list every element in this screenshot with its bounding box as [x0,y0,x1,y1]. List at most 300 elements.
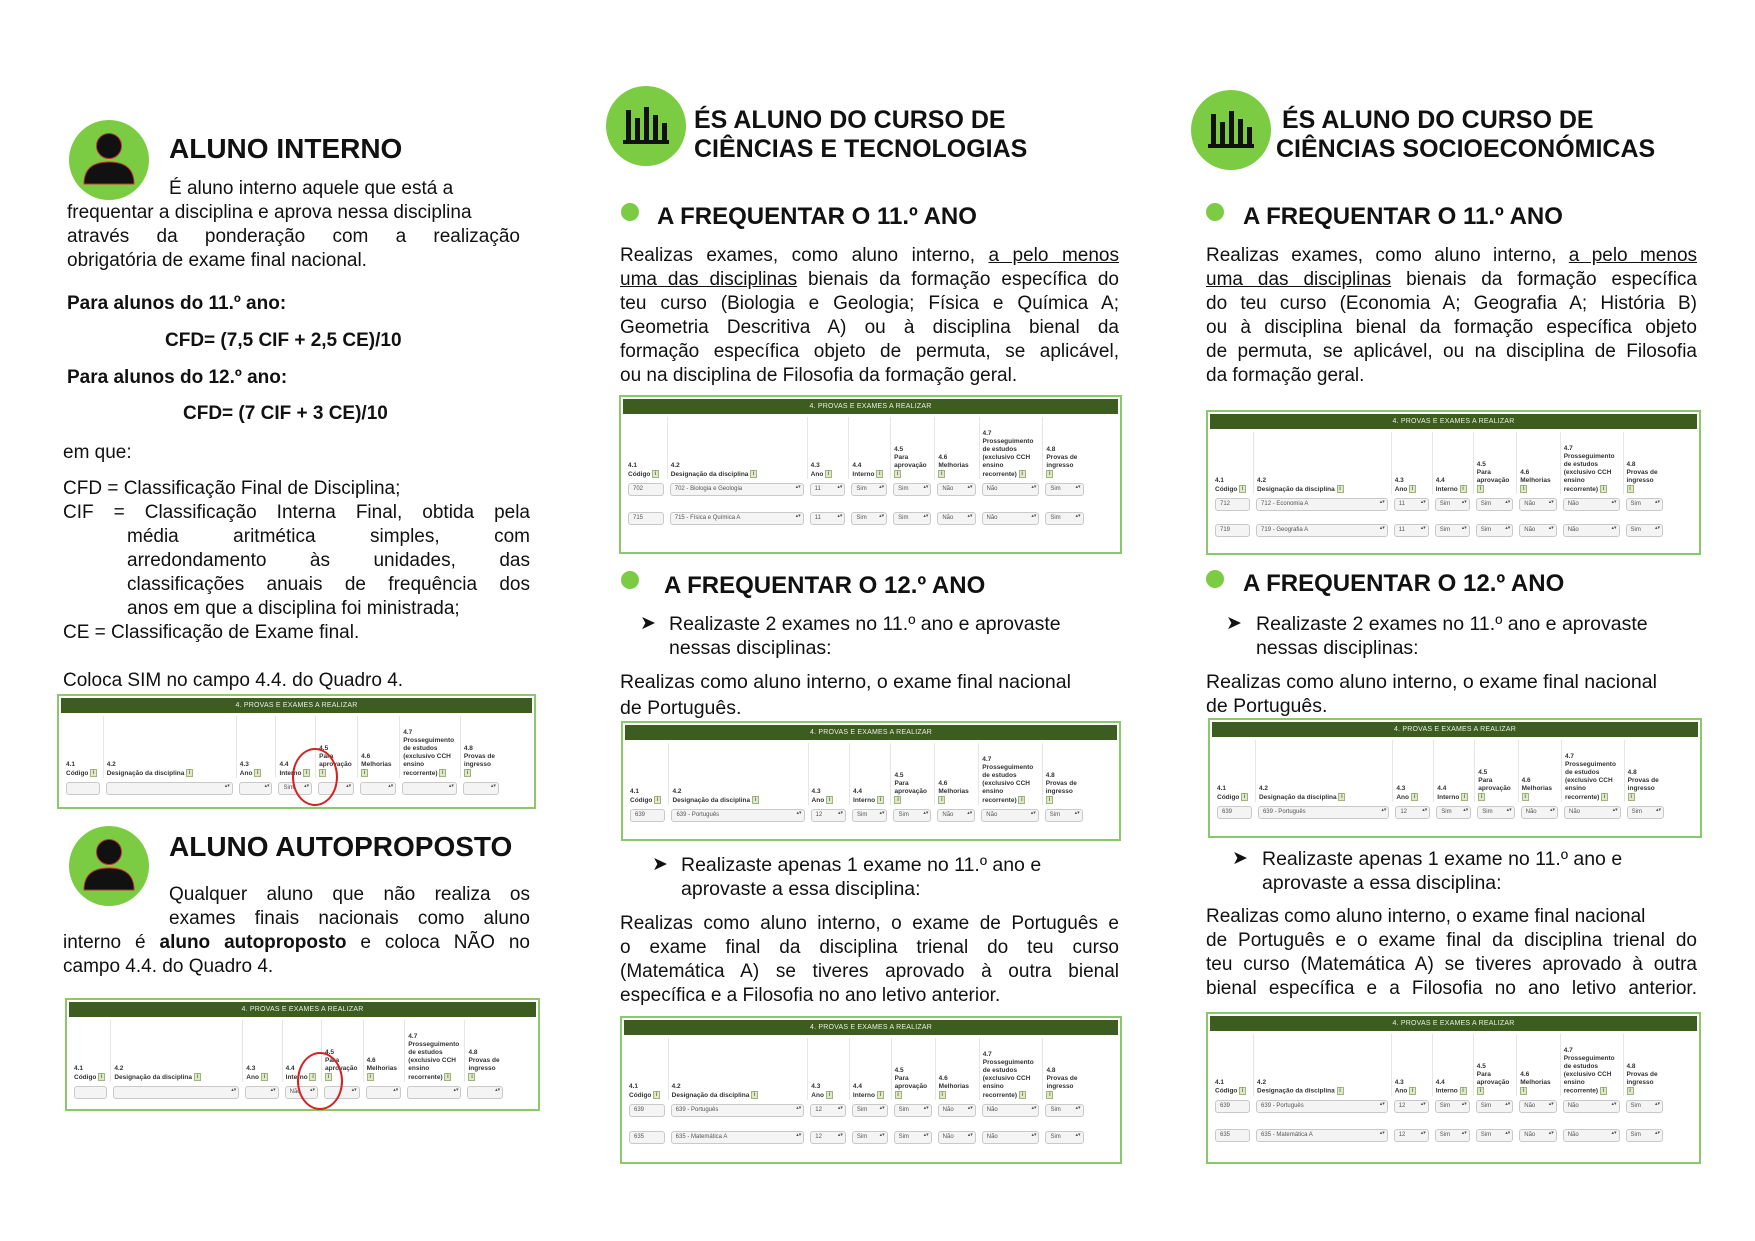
form-ct-12-b [620,1016,1122,1164]
interno-select[interactable]: Sim ▴▾ [851,512,887,525]
form-column-header [1474,740,1517,802]
info-icon[interactable]: i [654,796,661,804]
prosseguimento-select[interactable]: Não ▴▾ [1563,1100,1620,1113]
cse-p12b-line-4: bienal específica e a Filosofia no ano letivo anterior. [1206,978,1697,999]
info-icon[interactable]: i [361,769,368,777]
interno-select[interactable]: Não ▴▾ [285,1086,318,1099]
prosseguimento-select[interactable]: Não ▴▾ [982,1104,1040,1117]
codigo-input[interactable] [66,782,100,795]
ano-select[interactable]: 12 ▴▾ [1395,806,1430,819]
info-icon[interactable]: i [1046,796,1053,804]
aprovacao-select[interactable]: Sim ▴▾ [1477,806,1514,819]
interno-select[interactable]: Sim ▴▾ [1435,1100,1470,1113]
ingresso-select[interactable]: Sim ▴▾ [1626,1100,1663,1113]
form-header-text: 4.8 [1046,446,1056,454]
prosseguimento-select[interactable] [402,782,457,795]
form-column-header [71,1020,110,1082]
form-header-text: 4.6 [366,1057,376,1065]
form-header-text: 4.2 [114,1065,124,1073]
form-header-text: aprovação [324,1065,358,1073]
form-header-text: Designação da disciplina [1257,486,1335,493]
form-header-text: Interno [285,1074,308,1081]
ano-select[interactable]: 12 ▴▾ [1394,1100,1429,1113]
codigo-input[interactable]: 635 [1215,1129,1250,1142]
form-column-header [1253,1034,1391,1096]
form-header-text: Código [1217,794,1240,801]
form-header-text: de estudos [982,772,1017,780]
form-header-text: 4.2 [106,761,116,769]
form-header-text: 4.6 [938,454,948,462]
info-icon[interactable]: i [254,769,261,777]
form-table-row [1212,498,1695,512]
form-column-header [1391,1034,1432,1096]
info-icon[interactable]: i [876,470,883,478]
form-header-text: Melhorias [938,1083,969,1091]
ingresso-select[interactable]: Sim ▴▾ [1045,1104,1083,1117]
form-header-text: 4.2 [1258,785,1269,793]
codigo-input[interactable]: 635 [629,1131,665,1144]
ingresso-select[interactable]: Sim ▴▾ [1045,809,1083,822]
form-header-text: ensino [982,1083,1004,1091]
info-icon[interactable]: i [1460,485,1467,493]
form-header-row [1214,740,1696,802]
form-header-text: aprovação [1476,477,1510,485]
form-header-text: Ano [239,770,253,777]
info-icon[interactable]: i [1627,1087,1634,1095]
info-icon[interactable]: i [1628,793,1635,801]
info-icon[interactable]: i [825,470,832,478]
info-icon[interactable]: i [1018,796,1025,804]
info-icon[interactable]: i [1601,793,1608,801]
form-header-text: 4.3 [239,761,249,769]
form-column-header [1212,432,1253,494]
form-header-text: 4.5 [319,745,329,753]
interno-select[interactable]: Sim ▴▾ [1435,498,1470,511]
form-column-header [808,743,849,805]
form-header-text: Prosseguimento [1563,1055,1615,1063]
cse-sub-11: A FREQUENTAR O 11.º ANO [1243,203,1563,230]
form-header-text: (exclusivo CCH [403,753,451,761]
ct-p11-line-4: Geometria Descritiva A) ou à disciplina bienal da [620,317,1119,338]
prosseguimento-select[interactable] [407,1086,461,1099]
form-header-text: aprovação [894,1083,928,1091]
interno-select[interactable]: Sim ▴▾ [852,809,887,822]
cse-arrow2-line-2: aprovaste a essa disciplina: [1262,872,1502,894]
form-column-header [1391,432,1432,494]
form-column-header [1432,1034,1473,1096]
form-column-header [627,743,668,805]
form-header-text: Melhorias [1521,785,1552,793]
aprovacao-select[interactable]: Sim ▴▾ [893,512,931,525]
info-icon[interactable]: i [751,1091,758,1099]
melhorias-select[interactable]: Não ▴▾ [937,809,975,822]
form-header-text: Para [324,1057,340,1065]
info-icon[interactable]: i [186,769,193,777]
info-icon[interactable]: i [1046,470,1053,478]
form-header-text: 4.1 [74,1065,84,1073]
info-icon[interactable]: i [1520,1087,1527,1095]
ingresso-select[interactable]: Sim ▴▾ [1626,1129,1663,1142]
form-header-text: Código [1215,1088,1238,1095]
melhorias-select[interactable]: Não ▴▾ [1519,524,1556,537]
info-icon[interactable]: i [1239,485,1246,493]
form-header-text: Interno [852,471,875,478]
form-section-bar: 4. PROVAS E EXAMES A REALIZAR [69,1002,536,1017]
form-header-text: 4.2 [1257,1079,1267,1087]
aprovacao-select[interactable]: Sim ▴▾ [1476,1100,1513,1113]
form-header-text: (exclusivo CCH [1563,469,1612,477]
disciplina-select[interactable] [113,1086,239,1099]
interno-select[interactable]: Sim ▴▾ [1435,1129,1470,1142]
form-header-text: Designação da disciplina [106,770,185,777]
form-header-text: 4.4 [1435,477,1445,485]
form-header-text: Para [894,780,909,788]
form-header-text: 4.7 [982,1051,992,1059]
form-column-header [1253,432,1391,494]
info-icon[interactable]: i [653,1091,660,1099]
info-icon[interactable]: i [1337,1087,1344,1095]
info-icon[interactable]: i [750,470,757,478]
info-icon[interactable]: i [826,796,833,804]
form-header-row [627,743,1115,805]
melhorias-select[interactable]: Não ▴▾ [1519,498,1556,511]
intro-line-3: através da ponderação com a realização [67,226,520,247]
form-table-row [1214,806,1696,820]
ingresso-select[interactable]: Sim ▴▾ [1045,1131,1083,1144]
form-column-header [1473,432,1516,494]
form-ct-11 [619,395,1122,554]
form-header-text: 4.4 [1435,1079,1445,1087]
ingresso-select[interactable]: Sim ▴▾ [1045,512,1083,525]
form-header-text: 4.6 [938,780,948,788]
form-column-header [1214,740,1255,802]
form-header-text: Interno [853,797,876,804]
form-header-text: 4.8 [1626,1063,1636,1071]
form-header-text: (exclusivo CCH [1563,1071,1612,1079]
aprovacao-select[interactable]: Sim ▴▾ [893,809,931,822]
aprovacao-select[interactable]: Sim ▴▾ [894,1104,932,1117]
disciplina-select[interactable]: 639 - Português ▴▾ [1258,806,1389,819]
info-icon[interactable]: i [303,769,310,777]
ano-select[interactable]: 11 ▴▾ [810,483,846,496]
form-header-text: 4.5 [324,1049,335,1057]
aprovacao-select[interactable]: Sim ▴▾ [894,1131,932,1144]
info-icon[interactable]: i [90,769,97,777]
cse-p12b-line-2: de Português e o exame final da disciplina trienal do [1206,930,1697,951]
ano-select[interactable]: 11 ▴▾ [810,512,846,525]
ingresso-select[interactable]: Sim ▴▾ [1045,483,1083,496]
interno-select[interactable]: Sim ▴▾ [1435,524,1470,537]
cse-p11-line-4: ou à disciplina bienal da formação específica objeto [1206,317,1697,338]
codigo-input[interactable]: 702 [628,483,664,496]
interno-select[interactable]: Sim ▴▾ [278,782,312,795]
aprovacao-select[interactable]: Sim ▴▾ [1476,1129,1513,1142]
info-icon[interactable]: i [194,1073,201,1081]
ano-select[interactable]: 12 ▴▾ [1394,1129,1429,1142]
ano-select[interactable]: 12 ▴▾ [811,809,846,822]
prosseguimento-select[interactable]: Não ▴▾ [1563,1129,1620,1142]
ingresso-select[interactable]: Sim ▴▾ [1626,498,1663,511]
disciplina-select[interactable]: 712 - Economia A ▴▾ [1256,498,1388,511]
form-header-text: recorrente) [982,1092,1018,1099]
form-header-text: (exclusivo CCH [982,780,1030,788]
info-icon[interactable]: i [464,769,471,777]
info-icon[interactable]: i [939,1091,946,1099]
codigo-input[interactable]: 639 [629,1104,665,1117]
form-header-text: Para [1476,469,1491,477]
info-icon[interactable]: i [325,1073,332,1081]
form-column-header [848,417,890,479]
info-icon[interactable]: i [1600,485,1607,493]
aprovacao-select[interactable]: Sim ▴▾ [1476,498,1513,511]
codigo-input[interactable]: 639 [1217,806,1252,819]
prosseguimento-select[interactable]: Não ▴▾ [982,512,1040,525]
melhorias-select[interactable] [366,1086,402,1099]
cse-title-line-2: CIÊNCIAS SOCIOECONÓMICAS [1276,135,1656,163]
info-icon[interactable]: i [826,1091,833,1099]
form-column-header [849,1038,891,1100]
form-header-text: Código [1215,486,1238,493]
form-header-text: 4.4 [285,1065,295,1073]
info-icon[interactable]: i [652,470,659,478]
disciplina-select[interactable]: 635 - Matemática A ▴▾ [1256,1129,1388,1142]
form-header-text: Provas de [463,753,495,761]
info-icon[interactable]: i [895,1091,902,1099]
form-column-header [1561,740,1624,802]
form-table-row [1212,1129,1695,1143]
info-icon[interactable]: i [1046,1091,1053,1099]
prosseguimento-select[interactable]: Não ▴▾ [1564,806,1621,819]
form-column-header [625,417,667,479]
form-section-bar: 4. PROVAS E EXAMES A REALIZAR [625,725,1117,740]
form-header-text: aprovação [894,788,928,796]
form-header-text: recorrente) [982,797,1017,804]
form-header-text: de estudos [982,446,1017,454]
prosseguimento-select[interactable]: Não ▴▾ [1563,498,1620,511]
prosseguimento-select[interactable]: Não ▴▾ [1563,524,1620,537]
ct-sub-12: A FREQUENTAR O 12.º ANO [664,572,986,599]
form-header-text: Interno [1435,1088,1458,1095]
ingresso-select[interactable]: Sim ▴▾ [1627,806,1664,819]
codigo-input[interactable]: 712 [1215,498,1250,511]
info-icon[interactable]: i [319,769,326,777]
formula-12-ano: CFD= (7 CIF + 3 CE)/10 [183,403,388,424]
info-icon[interactable]: i [1522,793,1529,801]
form-header-text: Ano [811,797,825,804]
info-icon[interactable]: i [1478,793,1485,801]
melhorias-select[interactable]: Não ▴▾ [1521,806,1558,819]
form-column-header [849,743,890,805]
melhorias-select[interactable]: Não ▴▾ [938,1104,976,1117]
info-icon[interactable]: i [1019,1091,1026,1099]
cif-definition-line-5: anos em que a disciplina foi ministrada; [127,598,460,619]
prosseguimento-select[interactable]: Não ▴▾ [982,1131,1040,1144]
form-header-text: 4.1 [1215,1079,1225,1087]
info-icon[interactable]: i [261,1073,268,1081]
melhorias-select[interactable]: Não ▴▾ [938,1131,976,1144]
form-header-text: Ano [246,1074,259,1081]
form-header-text: Melhorias [361,761,392,769]
cfd-definition: CFD = Classificação Final de Disciplina; [63,478,401,499]
form-header-text: ensino [1563,1079,1585,1087]
form-header-text: ensino [408,1065,430,1073]
ct-p12b-line-4: específica e a Filosofia no ano letivo anterior. [620,985,1001,1006]
info-icon[interactable]: i [752,796,759,804]
info-icon[interactable]: i [1239,1087,1246,1095]
interno-select[interactable]: Sim ▴▾ [1436,806,1471,819]
form-column-header [807,417,849,479]
form-header-row [625,417,1116,479]
form-header-text: Interno [1435,486,1458,493]
info-icon[interactable]: i [444,1073,451,1081]
info-icon[interactable]: i [309,1073,316,1081]
form-header-text: Designação da disciplina [1257,1088,1335,1095]
form-table-row [1212,1100,1695,1114]
ano-select[interactable]: 11 ▴▾ [1394,524,1429,537]
info-icon[interactable]: i [938,470,945,478]
melhorias-select[interactable] [360,782,396,795]
ano-select[interactable]: 12 ▴▾ [810,1131,846,1144]
form-header-text: 4.8 [468,1049,478,1057]
info-icon[interactable]: i [1460,1087,1467,1095]
form-header-text: recorrente) [1565,794,1600,801]
form-table-row [625,483,1116,497]
form-header-text: Provas de [1045,780,1077,788]
form-header-text: Designação da disciplina [1258,794,1337,801]
prosseguimento-select[interactable]: Não ▴▾ [981,809,1038,822]
info-icon[interactable]: i [1477,1087,1484,1095]
disciplina-select[interactable]: 639 - Português ▴▾ [671,1104,805,1117]
info-icon[interactable]: i [1241,793,1248,801]
form-header-text: Código [66,770,89,777]
form-header-text: ensino [982,788,1004,796]
form-header-text: Prosseguimento [1563,453,1615,461]
info-icon[interactable]: i [1520,485,1527,493]
form-section-bar: 4. PROVAS E EXAMES A REALIZAR [1210,414,1697,429]
info-icon[interactable]: i [894,470,901,478]
aprovacao-select[interactable]: Sim ▴▾ [893,483,931,496]
ingresso-select[interactable]: Sim ▴▾ [1626,524,1663,537]
coloca-sim-instruction: Coloca SIM no campo 4.4. do Quadro 4. [63,670,404,691]
info-icon[interactable]: i [367,1073,374,1081]
form-column-header [1042,1038,1086,1100]
info-icon[interactable]: i [1477,485,1484,493]
ano-select[interactable]: 11 ▴▾ [1394,498,1429,511]
info-icon[interactable]: i [1411,793,1418,801]
ingresso-select[interactable] [463,782,499,795]
aprovacao-select[interactable]: Sim ▴▾ [1476,524,1513,537]
form-column-header [934,417,978,479]
interno-select[interactable]: Sim ▴▾ [851,483,887,496]
ano-select[interactable]: 12 ▴▾ [810,1104,846,1117]
info-icon[interactable]: i [1600,1087,1607,1095]
info-icon[interactable]: i [468,1073,475,1081]
info-icon[interactable]: i [938,796,945,804]
formula-11-ano: CFD= (7,5 CIF + 2,5 CE)/10 [165,330,402,351]
form-header-text: 4.8 [1626,461,1636,469]
form-header-text: Provas de [468,1057,500,1065]
form-header-text: 4.3 [811,1083,821,1091]
melhorias-select[interactable]: Não ▴▾ [1519,1129,1556,1142]
form-header-text: 4.7 [1563,445,1573,453]
info-icon[interactable]: i [894,796,901,804]
form-header-text: ingresso [1627,785,1655,793]
disciplina-select[interactable]: 719 - Geografia A ▴▾ [1256,524,1388,537]
form-header-text: ingresso [1045,788,1073,796]
form-header-text: Provas de [1046,1075,1078,1083]
form-header-text: Ano [810,471,824,478]
info-icon[interactable]: i [1409,485,1416,493]
info-icon[interactable]: i [1627,485,1634,493]
ingresso-select[interactable] [467,1086,503,1099]
form-header-text: recorrente) [1563,486,1599,493]
disciplina-select[interactable]: 639 - Português ▴▾ [1256,1100,1388,1113]
ano-select[interactable] [239,782,273,795]
form-header-text: Prosseguimento [408,1041,460,1049]
codigo-input[interactable] [74,1086,107,1099]
form-column-header [103,716,236,778]
form-header-text: de estudos [1563,1063,1599,1071]
info-icon[interactable]: i [877,796,884,804]
ce-definition: CE = Classificação de Exame final. [63,622,360,643]
info-icon[interactable]: i [439,769,446,777]
info-icon[interactable]: i [1461,793,1468,801]
arrow-bullet-icon: ➤ [1226,613,1242,634]
form-header-text: 4.6 [1520,469,1530,477]
codigo-input[interactable]: 715 [628,512,664,525]
form-column-header [890,417,934,479]
ct-p11-line-6: ou na disciplina de Filosofia da formação geral. [620,365,1018,386]
disciplina-select[interactable]: 635 - Matemática A ▴▾ [671,1131,805,1144]
form-header-text: 4.6 [938,1075,948,1083]
melhorias-select[interactable]: Não ▴▾ [937,483,975,496]
form-column-header [890,743,934,805]
melhorias-select[interactable]: Não ▴▾ [937,512,975,525]
disciplina-select[interactable]: 702 - Biologia e Geologia ▴▾ [670,483,804,496]
form-header-text: 4.1 [628,462,638,470]
info-icon[interactable]: i [98,1073,105,1081]
form-cse-12-b [1206,1012,1701,1164]
info-icon[interactable]: i [1338,793,1345,801]
form-header-text: 4.6 [361,753,371,761]
disciplina-select[interactable]: 715 - Física e Química A ▴▾ [670,512,804,525]
ano-select[interactable] [245,1086,278,1099]
melhorias-select[interactable]: Não ▴▾ [1519,1100,1556,1113]
prosseguimento-select[interactable]: Não ▴▾ [982,483,1040,496]
info-icon[interactable]: i [1337,485,1344,493]
interno-select[interactable]: Sim ▴▾ [852,1104,888,1117]
form-header-text: Prosseguimento [982,1059,1034,1067]
info-icon[interactable]: i [877,1091,884,1099]
codigo-input[interactable]: 719 [1215,524,1250,537]
form-header-text: 4.2 [672,788,682,796]
form-header-text: ensino [1565,785,1586,793]
codigo-input[interactable]: 639 [630,809,665,822]
intro-line-2: frequentar a disciplina e aprova nessa disciplina [67,202,472,223]
codigo-input[interactable]: 639 [1215,1100,1250,1113]
disciplina-select[interactable] [106,782,233,795]
form-header-row [1212,1034,1695,1096]
intro-line-1: É aluno interno aquele que está a [169,178,454,199]
form-header-text: 4.7 [408,1033,418,1041]
disciplina-select[interactable]: 639 - Português ▴▾ [671,809,804,822]
cse-p11-line-3: do teu curso (Economia A; Geografia A; História B) [1206,293,1697,314]
form-column-header [626,1038,668,1100]
form-header-text: 4.5 [1476,1063,1486,1071]
interno-select[interactable]: Sim ▴▾ [852,1131,888,1144]
info-icon[interactable]: i [1019,470,1026,478]
info-icon[interactable]: i [1409,1087,1416,1095]
